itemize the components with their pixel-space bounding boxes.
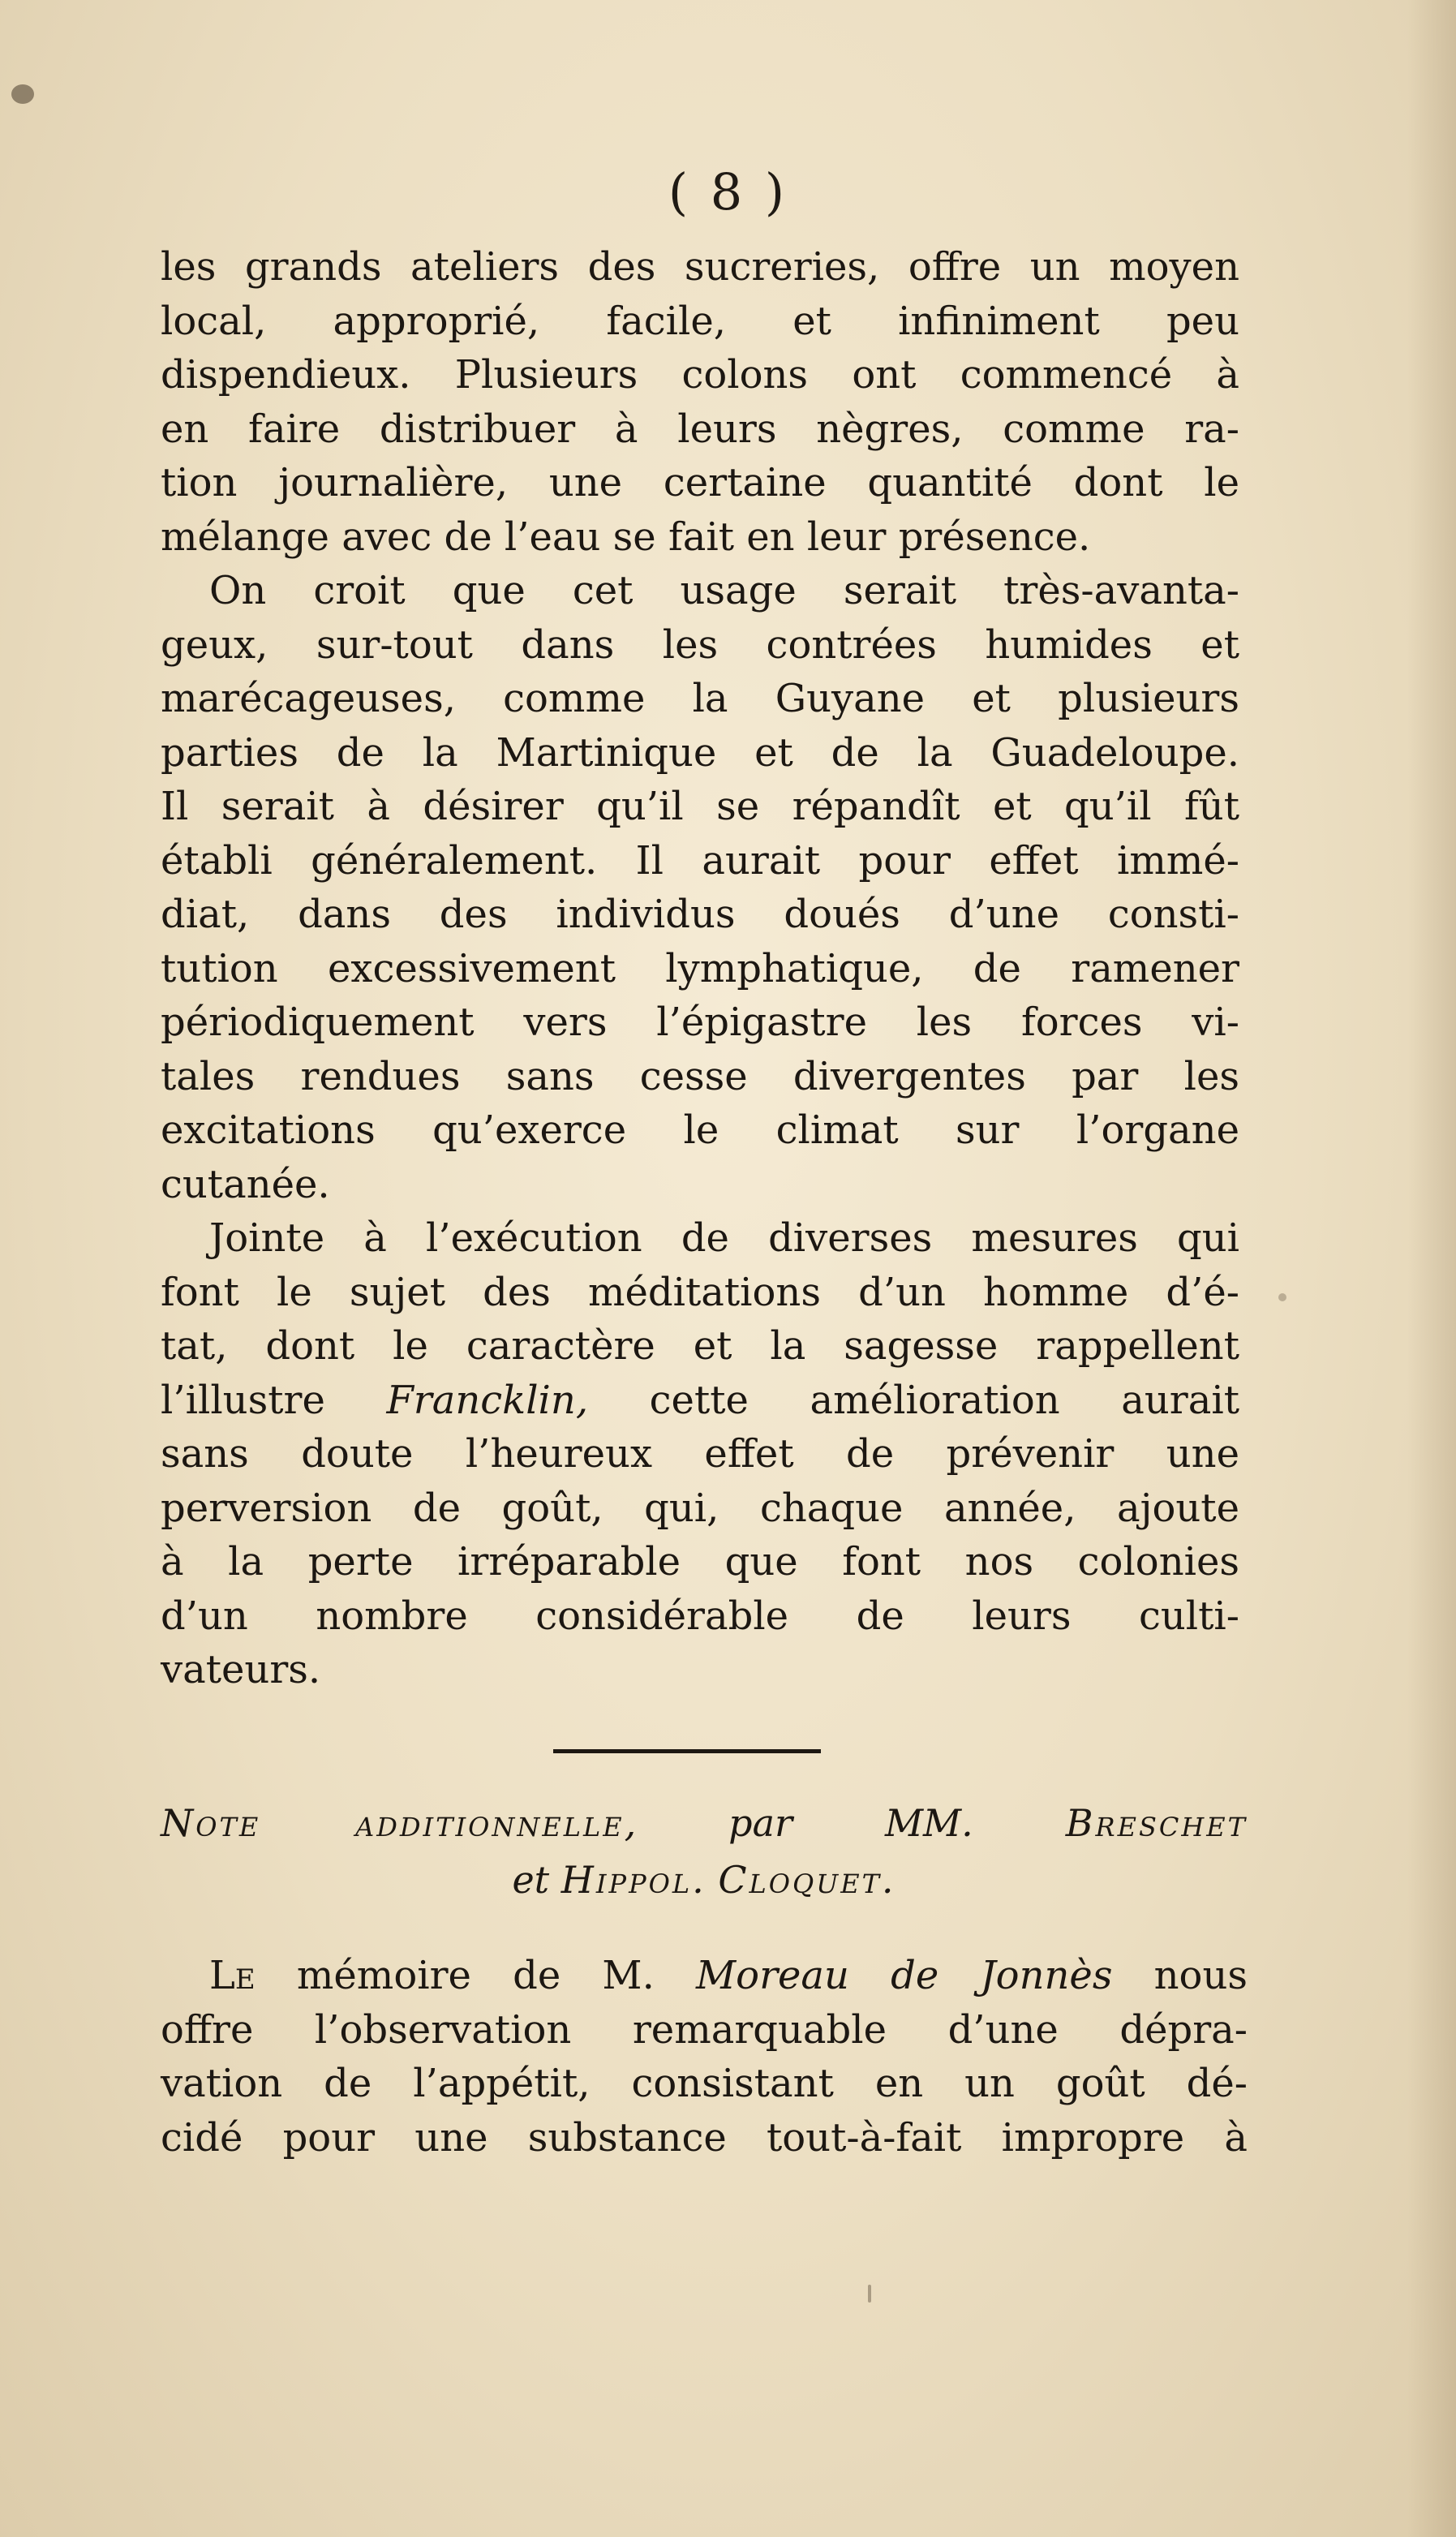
text-line: vateurs. — [161, 1647, 321, 1692]
ink-speck — [1278, 1293, 1286, 1301]
text-line: diat, dans des individus doués d’une consti- — [161, 892, 1239, 937]
italic-name: Moreau de Jonnès — [696, 1953, 1113, 1998]
text-line: établi généralement. Il aurait pour effet immé- — [161, 837, 1239, 884]
text-line: excitations qu’exerce le climat sur l’organe — [161, 1107, 1239, 1153]
dropcap-word: Le — [209, 1953, 256, 1998]
note-by: , par MM. — [624, 1801, 973, 1845]
text-line: tion journalière, une certaine quantité dont le — [161, 460, 1239, 505]
text-line: en faire distribuer à leurs nègres, comme ra- — [161, 406, 1239, 452]
text-line: parties de la Martinique et de la Guadeloupe. — [161, 729, 1239, 776]
text-line: tales rendues sans cesse divergentes par les — [161, 1053, 1239, 1099]
text-line: mélange avec de l’eau se fait en leur présence. — [161, 514, 1091, 560]
main-text — [161, 240, 1239, 1697]
text-line: geux, sur-tout dans les contrées humides et — [161, 621, 1239, 668]
text-line: On croit que cet usage serait très-avanta- — [209, 568, 1239, 613]
note-title: Note additionnelle — [161, 1801, 625, 1845]
author-name: Cloquet. — [718, 1858, 896, 1902]
text-line: sans doute l’heureux effet de prévenir une — [161, 1431, 1239, 1477]
text-line: tution excessivement lymphatique, de ramener — [161, 945, 1239, 991]
author-name: Breschet — [1065, 1801, 1248, 1845]
text-line: dispendieux. Plusieurs colons ont commencé à — [161, 352, 1239, 398]
italic-name: Francklin, — [386, 1377, 589, 1423]
text-line: Il serait à désirer qu’il se répandît et qu’il fût — [161, 784, 1239, 829]
author-name: Hippol. — [560, 1858, 707, 1902]
text-line: cidé pour une substance tout-à-fait impropre à — [161, 2114, 1248, 2161]
note-heading-line — [161, 1851, 1248, 1908]
line-text: l’illustre — [161, 1377, 387, 1423]
text-line: cutanée. — [161, 1161, 330, 1207]
page-edge-shadow — [1407, 0, 1456, 2537]
text-line: local, approprié, facile, et infiniment peu — [161, 298, 1239, 344]
text-line: d’un nombre considérable de leurs culti- — [161, 1593, 1239, 1639]
note-heading — [161, 1795, 1248, 1908]
ink-speck — [868, 2285, 871, 2303]
text-line: vation de l’appétit, consistant en un goût dé- — [161, 2061, 1248, 2106]
text-line: offre l’observation remarquable d’une dépra- — [161, 2006, 1248, 2053]
text-line: les grands ateliers des sucreries, offre un moyen — [161, 244, 1239, 290]
text-line: font le sujet des méditations d’un homme d’é- — [161, 1269, 1239, 1315]
line-text: mémoire de M. — [255, 1953, 697, 1998]
text-line: marécageuses, comme la Guyane et plusieurs — [161, 676, 1239, 721]
text-line: périodiquement vers l’épigastre les forces vi- — [161, 1000, 1239, 1045]
text-line: Jointe à l’exécution de diverses mesures qui — [209, 1215, 1239, 1261]
text-line-with-name — [161, 1374, 1239, 1428]
note-text — [161, 1949, 1248, 2165]
line-text: nous — [1112, 1953, 1248, 1998]
text-line: tat, dont le caractère et la sagesse rappellent — [161, 1323, 1239, 1369]
note-and: et — [512, 1858, 550, 1902]
note-heading-line — [161, 1795, 1248, 1851]
page-number: ( 8 ) — [668, 162, 788, 221]
ink-speck — [11, 84, 34, 104]
text-line: à la perte irréparable que font nos colonies — [161, 1539, 1239, 1585]
text-line: perversion de goût, qui, chaque année, ajoute — [161, 1485, 1239, 1531]
section-divider — [553, 1749, 821, 1753]
text-line-with-name — [161, 1949, 1248, 2003]
line-text: cette amélioration aurait — [588, 1377, 1240, 1423]
